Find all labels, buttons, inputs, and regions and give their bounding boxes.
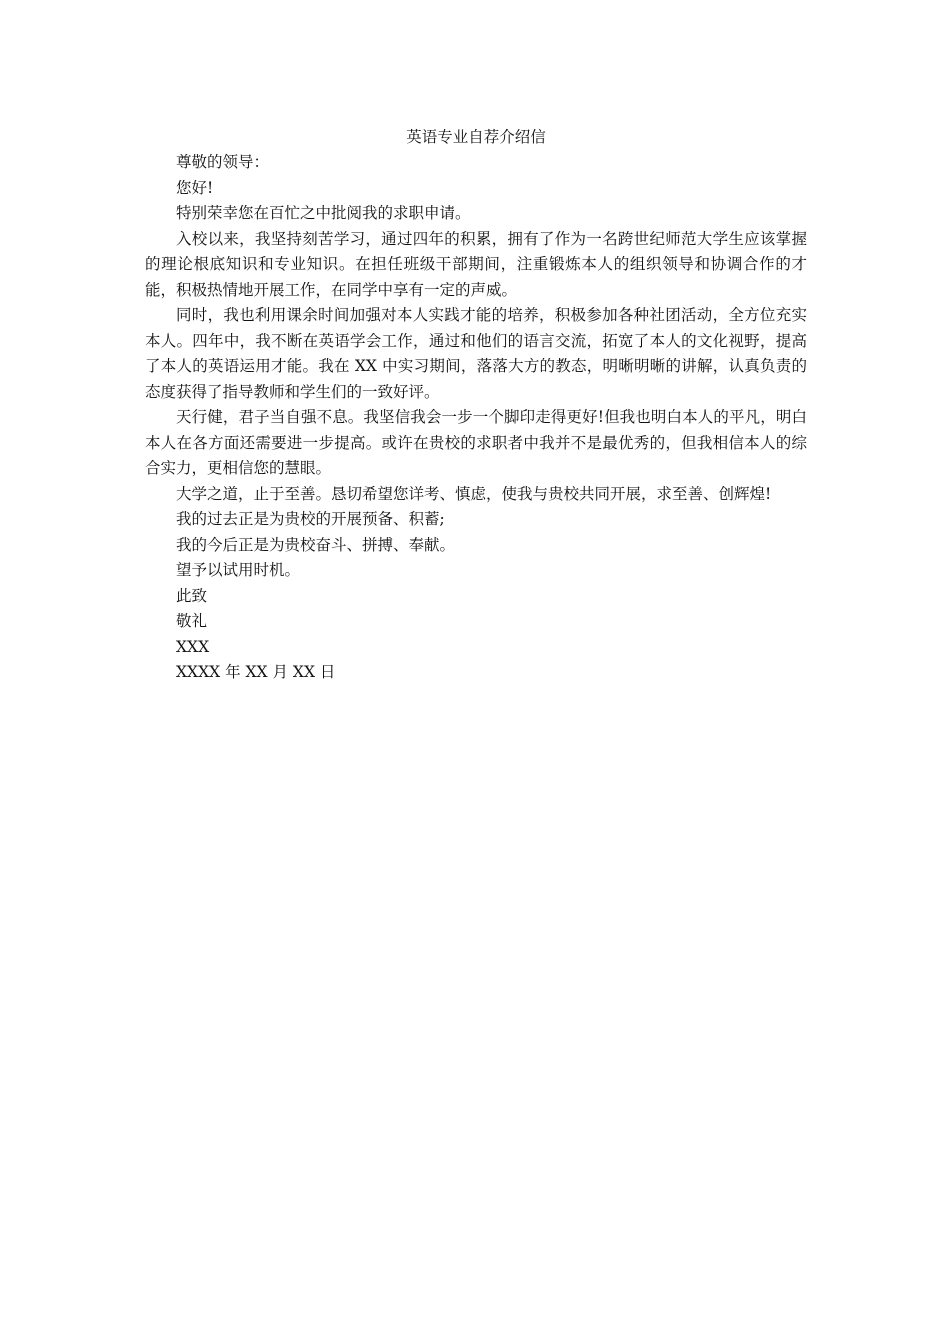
letter-body — [145, 124, 807, 686]
paragraph-future: 我的今后正是为贵校奋斗、拼搏、奉献。 — [176, 535, 456, 554]
closing-line-2: 敬礼 — [176, 612, 208, 630]
salutation: 尊敬的领导： — [176, 153, 270, 171]
paragraph-practice: 同时，我也利用课余时间加强对本人实践才能的培养，积极参加各种社团活动，全方位充实本人。四年中，我不断在英语学会工作，通过和他们的语言交流，拓宽了本人的文化视野，提高了本人的英语运用才能。我在 XX 中实习期间，落落大方的教态，明晰明晰的讲解，认真负责的态度获得了指导教师和学生们的一致好评。 — [145, 306, 807, 401]
date: XXXX 年 XX 月 XX 日 — [176, 663, 336, 681]
greeting: 您好! — [176, 178, 214, 197]
paragraph-aspiration: 大学之道，止于至善。恳切希望您详考、慎虑，使我与贵校共同开展，求至善、创辉煌! — [176, 484, 772, 503]
paragraph-intro: 特别荣幸您在百忙之中批阅我的求职申请。 — [176, 204, 471, 222]
signature: XXX — [176, 637, 210, 656]
paragraph-past: 我的过去正是为贵校的开展预备、积蓄; — [176, 510, 445, 528]
closing-line-1: 此致 — [176, 586, 208, 605]
paragraph-self-improvement: 天行健，君子当自强不息。我坚信我会一步一个脚印走得更好!但我也明白本人的平凡，明白本人在各方面还需要进一步提高。或许在贵校的求职者中我并不是最优秀的，但我相信本人的综合实力，更相信您的慧眼。 — [145, 408, 807, 477]
paragraph-request: 望予以试用时机。 — [176, 561, 301, 579]
paragraph-study: 入校以来，我坚持刻苦学习，通过四年的积累，拥有了作为一名跨世纪师范大学生应该掌握的理论根底知识和专业知识。在担任班级干部期间，注重锻炼本人的组织领导和协调合作的才能，积极热情地开展工作，在同学中享有一定的声威。 — [145, 229, 807, 299]
document-title: 英语专业自荐介绍信 — [406, 128, 546, 146]
